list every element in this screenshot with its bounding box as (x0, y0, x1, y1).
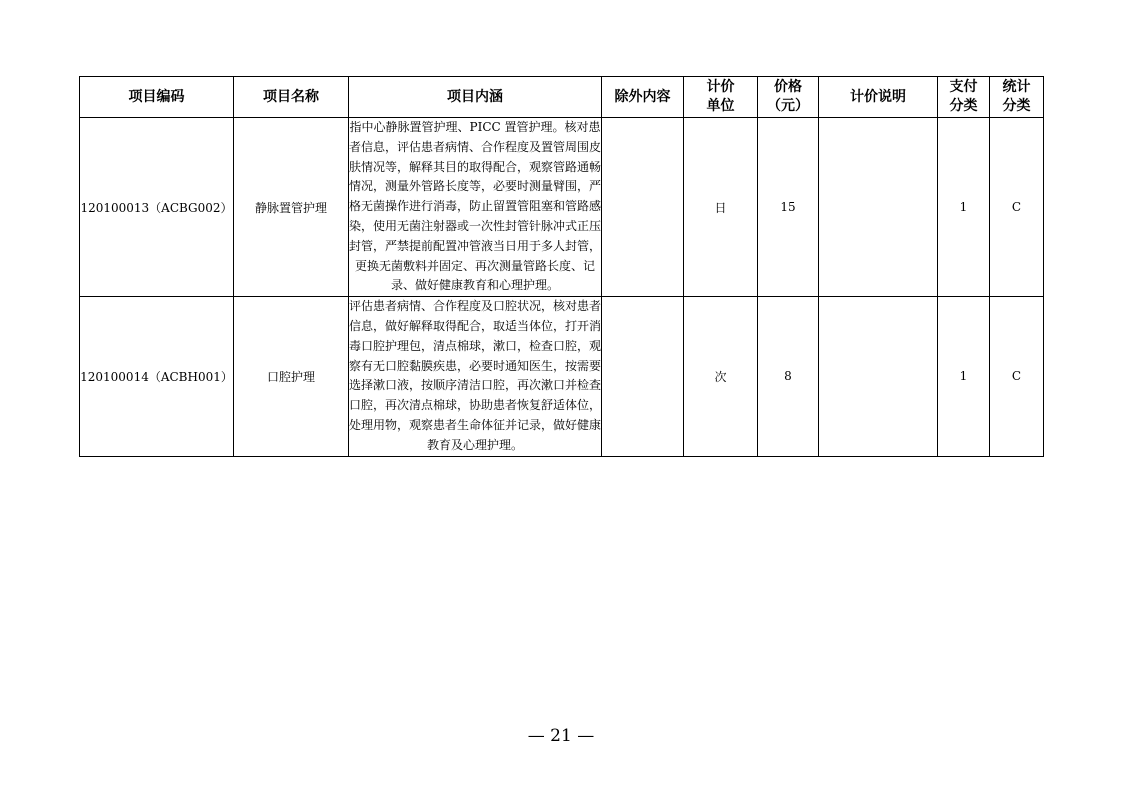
header-stats-line1: 统计 (1002, 79, 1031, 95)
header-exclusion: 除外内容 (602, 77, 684, 118)
header-stats-line2: 分类 (1002, 98, 1031, 114)
page-number: — 21 — (527, 726, 595, 746)
row-name: 口腔护理 (234, 297, 349, 456)
row-unit: 日 (684, 118, 758, 297)
header-payment-line2: 分类 (949, 98, 978, 114)
row-code: 120100014（ACBH001） (80, 297, 234, 456)
header-unit-line2: 单位 (706, 98, 735, 114)
header-code: 项目编码 (80, 77, 234, 118)
row-price: 15 (758, 118, 819, 297)
row-content: 评估患者病情、合作程度及口腔状况，核对患者信息，做好解释取得配合，取适当体位，打开消毒口腔护理包，清点棉球，漱口，检查口腔，观察有无口腔黏膜疾患，必要时通知医生，按需要选择漱口液，按顺序清洁口腔，再次漱口并检查口腔，再次清点棉球，协助患者恢复舒适体位，处理用物，观察患者生命体征并记录，做好健康教育及心理护理。 (349, 297, 602, 456)
table-row (80, 297, 1044, 456)
header-content: 项目内涵 (349, 77, 602, 118)
header-pricing-note: 计价说明 (819, 77, 938, 118)
row-pricing-note (819, 118, 938, 297)
row-name: 静脉置管护理 (234, 118, 349, 297)
header-name: 项目名称 (234, 77, 349, 118)
row-pricing-note (819, 297, 938, 456)
row-exclusion (602, 297, 684, 456)
table-row (80, 118, 1044, 297)
header-row (80, 77, 1044, 118)
header-payment-line1: 支付 (949, 79, 978, 95)
header-payment-category (938, 77, 990, 118)
header-price-line1: 价格 (774, 79, 802, 95)
row-unit: 次 (684, 297, 758, 456)
header-price-line2: （元） (767, 98, 809, 114)
row-exclusion (602, 118, 684, 297)
row-stats-category: C (990, 118, 1044, 297)
pricing-table (79, 76, 1044, 457)
row-code: 120100013（ACBG002） (80, 118, 234, 297)
header-stats-category (990, 77, 1044, 118)
row-content: 指中心静脉置管护理、PICC 置管护理。核对患者信息，评估患者病情、合作程度及置管周围皮肤情况等，解释其目的取得配合，观察管路通畅情况，测量外管路长度等，必要时测量臂围，严格无菌操作进行消毒，防止留置管阻塞和管路感染，使用无菌注射器或一次性封管针脉冲式正压封管，严禁提前配置冲管液当日用于多人封管，更换无菌敷料并固定、再次测量管路长度、记录、做好健康教育和心理护理。 (349, 118, 602, 297)
row-payment-category: 1 (938, 118, 990, 297)
row-stats-category: C (990, 297, 1044, 456)
header-price (758, 77, 819, 118)
header-unit-line1: 计价 (706, 79, 735, 95)
row-payment-category: 1 (938, 297, 990, 456)
header-unit (684, 77, 758, 118)
row-price: 8 (758, 297, 819, 456)
